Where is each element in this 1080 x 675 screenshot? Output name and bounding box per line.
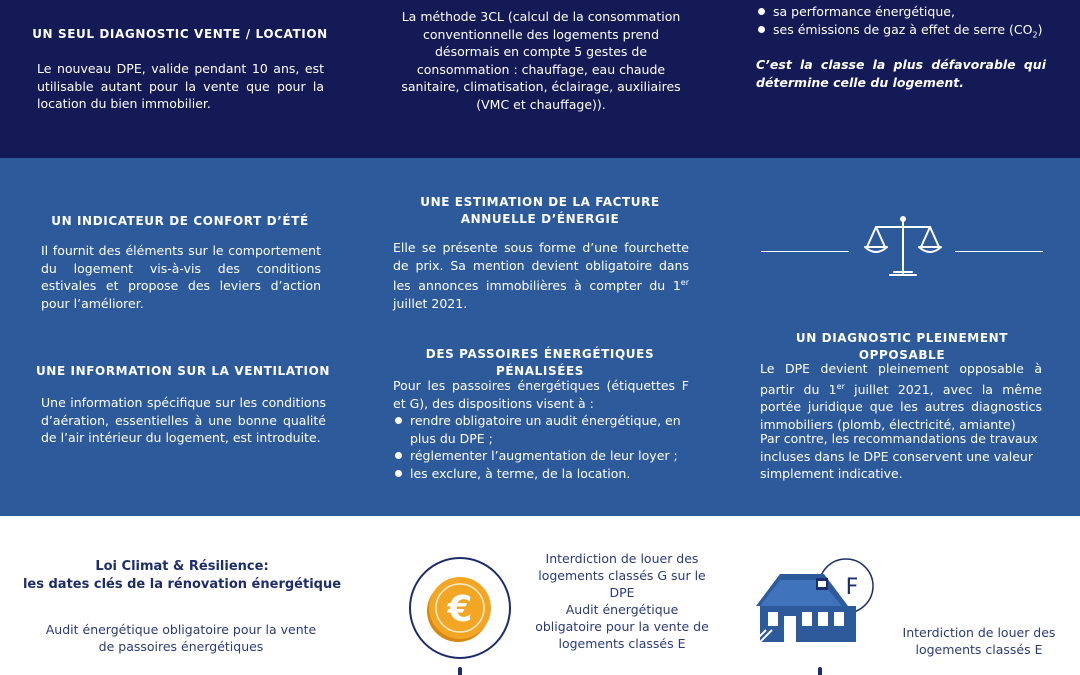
- ventilation-title: UNE INFORMATION SUR LA VENTILATION: [35, 364, 331, 378]
- list-item: réglementer l’augmentation de leur loyer ;: [393, 447, 693, 465]
- timeline-text-3: Interdiction de louer des logements classés E: [902, 625, 1056, 657]
- house-class-badge: F: [845, 575, 859, 600]
- right-divider: [955, 251, 1043, 252]
- euro-symbol: €: [447, 589, 473, 630]
- performance-list: [756, 3, 1056, 44]
- enforceable-title: UN DIAGNOSTIC PLEINEMENT OPPOSABLE: [795, 331, 1009, 362]
- scales-of-justice-icon: [862, 215, 944, 281]
- single-diagnostic-title: UN SEUL DIAGNOSTIC VENTE / LOCATION: [32, 27, 328, 41]
- enforceable-text-2: Par contre, les recommandations de travaux incluses dans le DPE conservent une valeur simplement indicative.: [760, 431, 1038, 481]
- timeline-text-1: Audit énergétique obligatoire pour la vente de passoires énergétiques: [45, 622, 317, 654]
- ventilation-text: Une information spécifique sur les conditions d’aération, essentielles à une bonne qualité de l’air intérieur du logement, est introduite.: [41, 395, 326, 445]
- euro-coin-icon: [404, 552, 516, 664]
- energy-sieves-list: [393, 412, 693, 482]
- single-diagnostic-text: Le nouveau DPE, valide pendant 10 ans, est utilisable autant pour la vente que pour la location du bien immobilier.: [37, 61, 324, 111]
- climate-law-title: Loi Climat & Résilience: les dates clés de la rénovation énergétique: [22, 559, 342, 592]
- top-band: [0, 0, 1080, 158]
- list-item: rendre obligatoire un audit énergétique, en plus du DPE ;: [393, 412, 693, 447]
- house-icon: [752, 556, 892, 646]
- middle-band: [0, 158, 1080, 516]
- list-item: ses émissions de gaz à effet de serre $(CO_2)$: [756, 21, 1056, 44]
- enforceable-text: Le DPE devient pleinement opposable à partir du 1er juillet 2021, avec la même portée juridique que les autres diagnostics immobiliers (plomb, électricité, amiante): [760, 361, 1042, 432]
- timeline-marker: [458, 667, 462, 675]
- energy-sieves-intro: Pour les passoires énergétiques (étiquettes F et G), des dispositions visent à :: [393, 378, 689, 411]
- summer-comfort-title: UN INDICATEUR DE CONFORT D’ÉTÉ: [51, 214, 309, 228]
- timeline-marker: [818, 667, 822, 675]
- energy-bill-title: UNE ESTIMATION DE LA FACTURE ANNUELLE D’ÉNERGIE: [420, 195, 660, 226]
- energy-bill-text: Elle se présente sous forme d’une fourchette de prix. Sa mention devient obligatoire dans les annonces immobilières à compter du 1er juillet 2021.: [393, 240, 689, 311]
- bottom-band: [0, 516, 1080, 675]
- timeline-text-2: Interdiction de louer des logements classés G sur le DPE Audit énergétique obligatoire pour la vente de logements classés E: [535, 551, 709, 651]
- summer-comfort-text: Il fournit des éléments sur le comportement du logement vis-à-vis des conditions estivales et propose des leviers d’action pour l’améliorer.: [41, 243, 321, 311]
- left-divider: [761, 251, 849, 252]
- method-3cl-text: La méthode 3CL (calcul de la consommation conventionnelle des logements prend désormais en compte 5 gestes de consommation : chauffage, eau chaude sanitaire, climatisation, éclairage, auxiliaires (VMC et chauffage)).: [401, 9, 681, 112]
- list-item: les exclure, à terme, de la location.: [393, 465, 693, 483]
- list-item: sa performance énergétique,: [756, 3, 1056, 21]
- energy-sieves-title: DES PASSOIRES ÉNERGÉTIQUES PÉNALISÉES: [425, 347, 655, 378]
- class-note: C’est la classe la plus défavorable qui détermine celle du logement.: [756, 57, 1046, 90]
